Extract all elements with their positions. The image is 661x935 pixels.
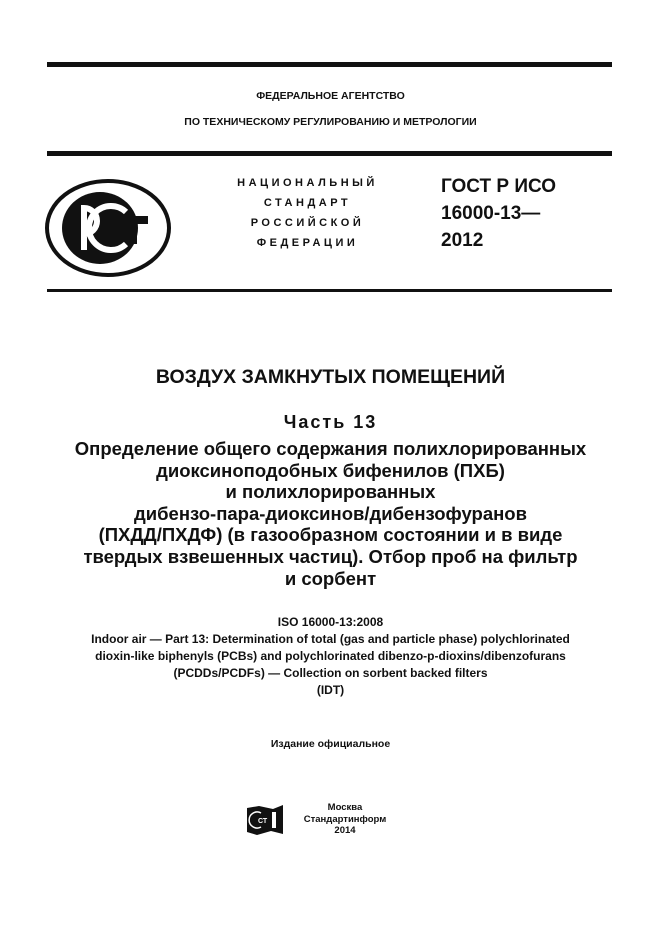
national-line: РОССИЙСКОЙ [250, 217, 365, 229]
agency-line: ФЕДЕРАЛЬНОЕ АГЕНТСТВО [256, 90, 405, 102]
iso-reference [0, 614, 661, 699]
standartinform-logo-icon [245, 804, 285, 836]
gost-line: 16000-13— [441, 203, 541, 224]
iso-line: ISO 16000-13:2008 [277, 615, 384, 629]
publisher-city: Москва [327, 802, 363, 813]
national-line: СТАНДАРТ [263, 197, 352, 209]
document-title: ВОЗДУХ ЗАМКНУТЫХ ПОМЕЩЕНИЙ [155, 366, 506, 388]
part-number: Часть 13 [283, 412, 378, 432]
agency-name [0, 90, 661, 142]
gost-logo-icon [44, 178, 172, 278]
iso-line: Indoor air — Part 13: Determination of total (gas and particle phase) polychlorinated [91, 632, 570, 646]
subtitle-line: и полихлорированных [225, 481, 436, 503]
national-line: ФЕДЕРАЦИИ [256, 237, 359, 249]
top-rule [47, 62, 612, 67]
publisher-year: 2014 [334, 825, 356, 836]
subtitle-line: и сорбент [284, 567, 377, 589]
national-standard-label [210, 177, 405, 257]
document-subtitle [0, 438, 661, 589]
iso-line: (PCDDs/PCDFs) — Collection on sorbent backed filters [173, 666, 488, 680]
iso-line: (IDT) [316, 683, 345, 697]
subtitle-line: Определение общего содержания полихлорированных [74, 438, 587, 459]
publisher-info [295, 802, 395, 837]
standard-number [441, 176, 556, 257]
header-rule [47, 151, 612, 156]
gost-line: ГОСТ Р ИСО [441, 176, 557, 197]
svg-text:СТ: СТ [258, 818, 268, 825]
edition-label: Издание официальное [270, 738, 391, 750]
subtitle-line: твердых взвешенных частиц). Отбор проб на фильтр [83, 545, 578, 567]
subtitle-line: (ПХДД/ПХДФ) (в газообразном состоянии и в виде [98, 524, 563, 546]
subtitle-line: диоксиноподобных бифенилов (ПХБ) [156, 459, 505, 481]
agency-line: ПО ТЕХНИЧЕСКОМУ РЕГУЛИРОВАНИЮ И МЕТРОЛОГИИ [184, 116, 477, 128]
national-line: НАЦИОНАЛЬНЫЙ [237, 177, 378, 189]
gost-line: 2012 [441, 230, 484, 251]
bottom-header-rule [47, 289, 612, 292]
publisher-name: Стандартинформ [303, 813, 387, 825]
subtitle-line: дибензо-пара-диоксинов/дибензофуранов [134, 502, 527, 524]
iso-line: dioxin-like biphenyls (PCBs) and polychlorinated dibenzo-p-dioxins/dibenzofurans [95, 649, 566, 663]
